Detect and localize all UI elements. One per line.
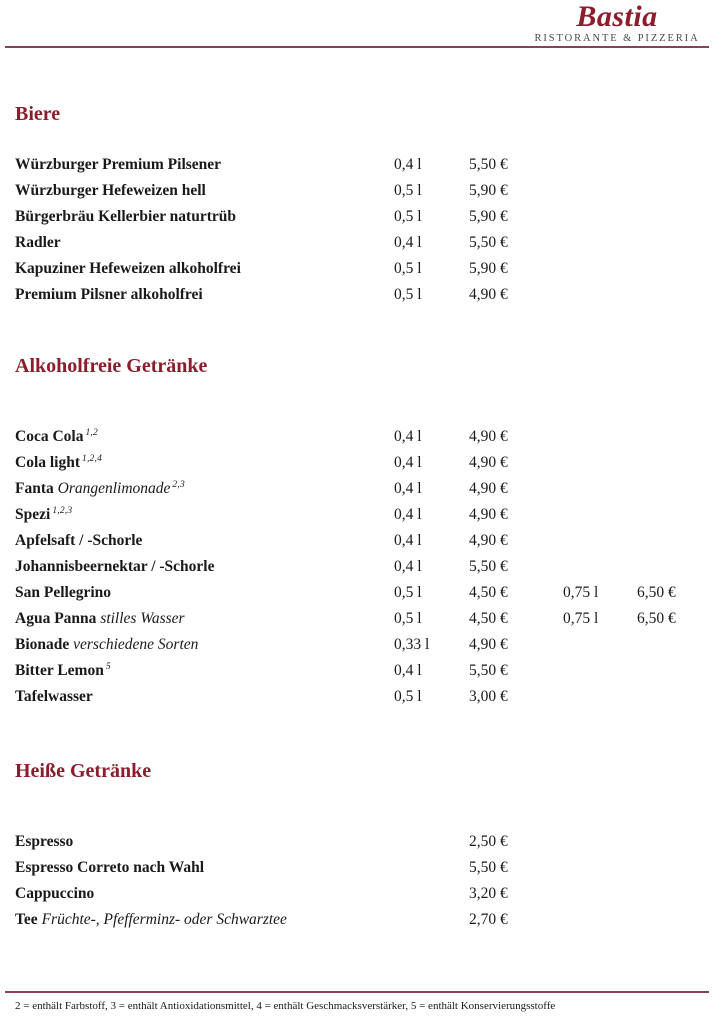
menu-item-name-text: Espresso	[15, 833, 74, 850]
menu-item-name-text: Fanta	[15, 480, 54, 498]
menu-item-name	[15, 532, 142, 550]
menu-item-volume-primary: 0,4 l	[394, 480, 422, 497]
menu-item-allergen-superscript: 5	[105, 662, 111, 672]
allergen-footnote: 2 = enthält Farbstoff, 3 = enthält Antioxidationsmittel, 4 = enthält Geschmacksverstärker, 5 = enthält Konservierungsstoffe	[15, 1000, 556, 1012]
menu-item-name	[15, 662, 111, 680]
menu-item-name	[15, 428, 98, 446]
menu-item-volume-primary: 0,4 l	[394, 156, 422, 173]
menu-item-name	[15, 833, 73, 851]
menu-item-price-primary: 3,20 €	[469, 885, 508, 902]
menu-item-price-primary: 4,90 €	[469, 454, 508, 471]
menu-item-name-text: Spezi	[15, 506, 51, 524]
menu-item-name	[15, 480, 185, 498]
menu-item-row	[0, 558, 714, 584]
menu-item-allergen-superscript: 2,3	[172, 480, 185, 490]
menu-item-name-text: Agua Panna	[15, 610, 97, 627]
menu-item-volume-primary: 0,4 l	[394, 234, 422, 251]
menu-item-volume-primary: 0,5 l	[394, 208, 422, 225]
menu-item-row	[0, 833, 714, 859]
menu-item-price-primary: 4,90 €	[469, 428, 508, 445]
menu-item-description: stilles Wasser	[100, 610, 185, 627]
menu-item-name-text: Cappuccino	[15, 885, 95, 902]
menu-item-price-primary: 5,90 €	[469, 208, 508, 225]
menu-item-name	[15, 286, 203, 304]
menu-item-name	[15, 558, 215, 576]
menu-item-name	[15, 911, 287, 929]
menu-item-price-primary: 5,50 €	[469, 558, 508, 575]
menu-item-name	[15, 182, 206, 200]
menu-item-price-primary: 4,90 €	[469, 480, 508, 497]
menu-item-price-primary: 2,70 €	[469, 911, 508, 928]
menu-item-description: Orangenlimonade	[57, 480, 171, 498]
menu-item-name-text: Cola light	[15, 454, 81, 472]
menu-item-row	[0, 286, 714, 312]
menu-item-name-text: Bürgerbräu Kellerbier naturtrüb	[15, 208, 236, 225]
menu-item-row	[0, 454, 714, 480]
menu-item-name-text: Apfelsaft / -Schorle	[15, 532, 143, 549]
menu-item-name-text: Kapuziner Hefeweizen alkoholfrei	[15, 260, 241, 277]
menu-item-name	[15, 208, 236, 226]
menu-item-name	[15, 688, 93, 706]
menu-item-row	[0, 662, 714, 688]
menu-item-name	[15, 610, 185, 628]
menu-item-price-primary: 5,50 €	[469, 662, 508, 679]
menu-item-volume-primary: 0,5 l	[394, 688, 422, 705]
menu-item-row	[0, 480, 714, 506]
menu-item-allergen-superscript: 1,2,4	[82, 454, 103, 464]
menu-item-name	[15, 859, 204, 877]
menu-item-row	[0, 260, 714, 286]
menu-item-row	[0, 688, 714, 714]
menu-item-description: Früchte-, Pfefferminz- oder Schwarztee	[41, 911, 287, 928]
menu-item-price-primary: 4,90 €	[469, 286, 508, 303]
menu-item-volume-primary: 0,4 l	[394, 558, 422, 575]
menu-item-row	[0, 610, 714, 636]
menu-item-volume-secondary: 0,75 l	[563, 584, 599, 601]
menu-item-volume-primary: 0,4 l	[394, 428, 422, 445]
menu-item-row	[0, 234, 714, 260]
logo-wordmark: Bastia	[576, 0, 658, 33]
menu-item-volume-primary: 0,4 l	[394, 662, 422, 679]
menu-item-name	[15, 260, 241, 278]
menu-item-row	[0, 859, 714, 885]
menu-item-price-primary: 4,50 €	[469, 584, 508, 601]
menu-item-name-text: Würzburger Premium Pilsener	[15, 156, 222, 173]
menu-item-name	[15, 454, 102, 472]
menu-item-row	[0, 584, 714, 610]
menu-item-row	[0, 428, 714, 454]
menu-item-name-text: Würzburger Hefeweizen hell	[15, 182, 206, 199]
menu-item-volume-primary: 0,4 l	[394, 454, 422, 471]
menu-item-price-primary: 4,90 €	[469, 532, 508, 549]
menu-item-name	[15, 506, 72, 524]
menu-item-price-primary: 5,50 €	[469, 156, 508, 173]
menu-item-price-secondary: 6,50 €	[637, 584, 676, 601]
menu-item-price-primary: 5,90 €	[469, 182, 508, 199]
menu-item-name-text: Tafelwasser	[15, 688, 93, 705]
menu-item-name-text: San Pellegrino	[15, 584, 112, 601]
menu-item-price-primary: 5,50 €	[469, 234, 508, 251]
menu-item-price-primary: 4,90 €	[469, 636, 508, 653]
footer-divider	[5, 991, 709, 993]
menu-item-name-text: Espresso Correto nach Wahl	[15, 859, 205, 876]
menu-item-volume-primary: 0,5 l	[394, 260, 422, 277]
menu-item-volume-primary: 0,4 l	[394, 506, 422, 523]
section-title: Biere	[15, 103, 61, 125]
menu-item-name-text: Bionade	[15, 636, 70, 653]
menu-item-name	[15, 636, 198, 654]
section-title: Heiße Getränke	[15, 760, 152, 782]
menu-item-volume-primary: 0,33 l	[394, 636, 430, 653]
menu-item-volume-primary: 0,5 l	[394, 610, 422, 627]
menu-item-description: verschiedene Sorten	[73, 636, 199, 653]
menu-item-volume-secondary: 0,75 l	[563, 610, 599, 627]
menu-item-row	[0, 208, 714, 234]
header-divider	[5, 46, 709, 48]
menu-item-volume-primary: 0,5 l	[394, 584, 422, 601]
menu-item-price-primary: 5,50 €	[469, 859, 508, 876]
menu-item-allergen-superscript: 1,2	[85, 428, 98, 438]
restaurant-logo	[532, 2, 702, 45]
menu-item-price-primary: 4,90 €	[469, 506, 508, 523]
menu-item-name	[15, 156, 221, 174]
menu-item-row	[0, 506, 714, 532]
section-title: Alkoholfreie Getränke	[15, 355, 208, 377]
menu-item-name-text: Tee	[15, 911, 38, 928]
menu-item-name-text: Premium Pilsner alkoholfrei	[15, 286, 203, 303]
menu-item-name-text: Johannisbeernektar / -Schorle	[15, 558, 215, 575]
menu-item-volume-primary: 0,5 l	[394, 182, 422, 199]
page-header	[0, 0, 714, 48]
menu-item-allergen-superscript: 1,2,3	[52, 506, 73, 516]
menu-item-price-primary: 4,50 €	[469, 610, 508, 627]
menu-item-price-secondary: 6,50 €	[637, 610, 676, 627]
menu-item-row	[0, 911, 714, 937]
menu-item-price-primary: 5,90 €	[469, 260, 508, 277]
menu-item-row	[0, 156, 714, 182]
logo-subtitle: RISTORANTE & PIZZERIA	[534, 33, 700, 44]
menu-item-name-text: Bitter Lemon	[15, 662, 104, 680]
menu-item-name-text: Radler	[15, 234, 61, 251]
menu-item-row	[0, 636, 714, 662]
menu-item-row	[0, 182, 714, 208]
menu-item-row	[0, 532, 714, 558]
menu-item-name	[15, 234, 61, 252]
menu-item-name	[15, 885, 94, 903]
menu-item-volume-primary: 0,4 l	[394, 532, 422, 549]
menu-item-price-primary: 2,50 €	[469, 833, 508, 850]
menu-item-name-text: Coca Cola	[15, 428, 84, 446]
menu-item-price-primary: 3,00 €	[469, 688, 508, 705]
menu-item-row	[0, 885, 714, 911]
menu-item-name	[15, 584, 111, 602]
menu-item-volume-primary: 0,5 l	[394, 286, 422, 303]
